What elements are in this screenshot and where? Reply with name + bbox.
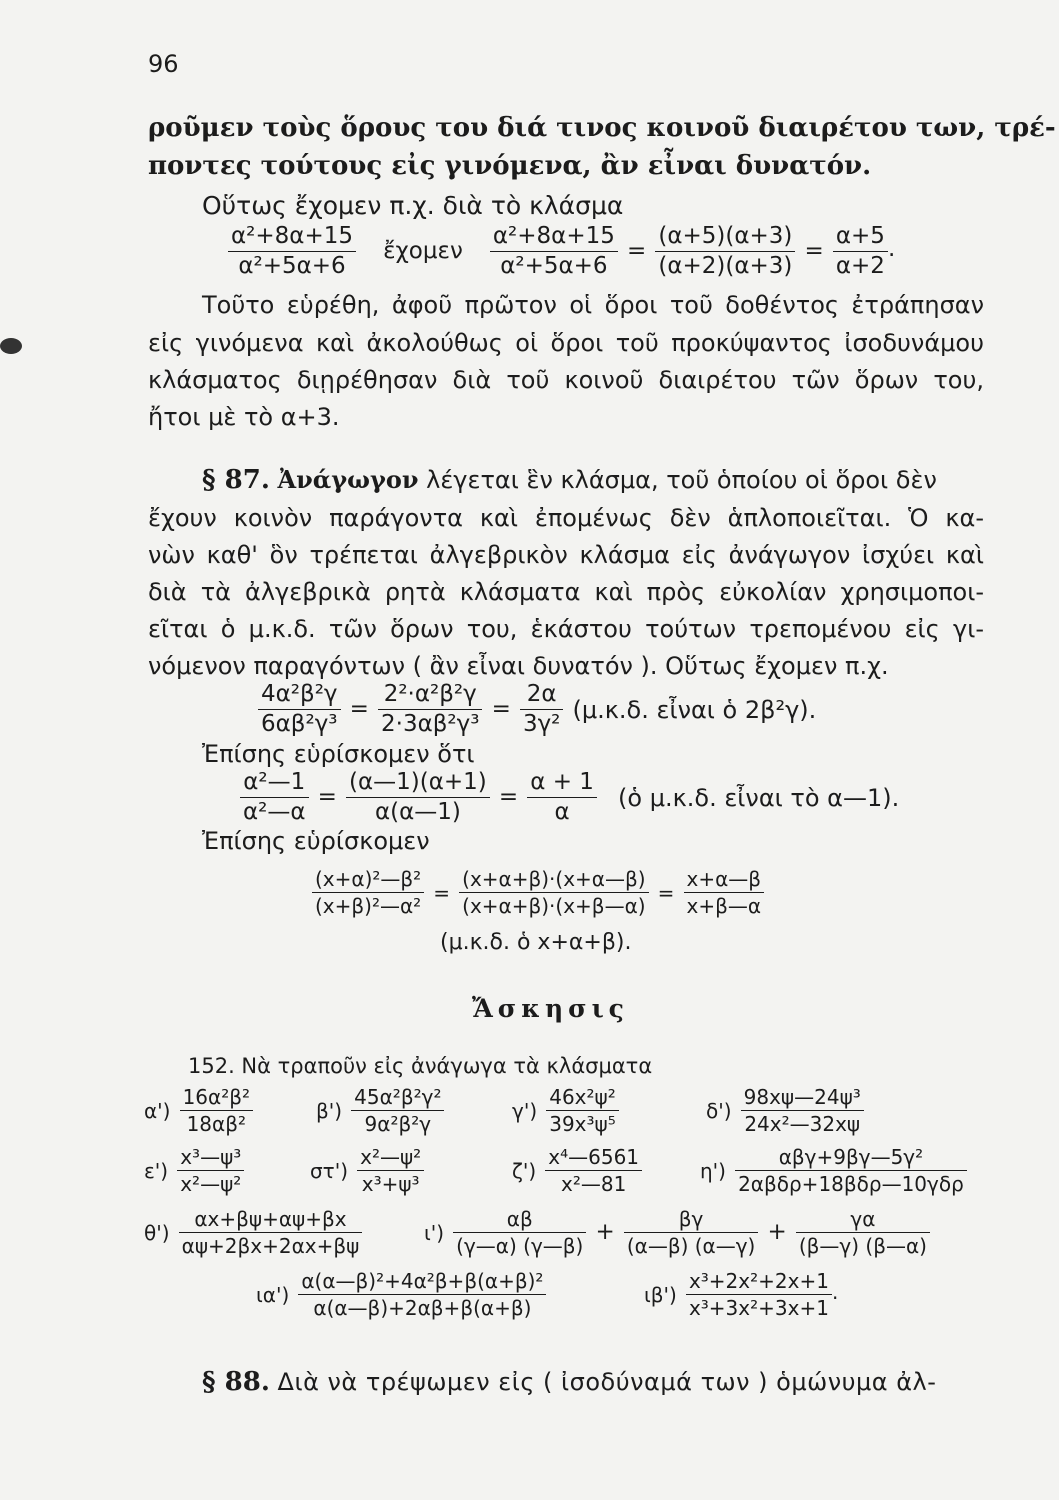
exercise-ia: ια') $\frac{\text{α(α—β)²+4α²β+β(α+β)²}}{\alpha(\alpha—\beta)+2\alpha\beta+\beta(\alpha+\beta)}$ — [252, 1268, 546, 1321]
paragraph-line: Τοῦτο εὑρέθη, ἀφοῦ πρῶτον οἱ ὅροι τοῦ δοθέντος ἐτράπησαν — [202, 291, 984, 319]
equals-sign: = — [626, 238, 647, 264]
fraction: $\frac{\text{45α²β²γ²}}{\text{9α²β²γ}}$ — [351, 1084, 444, 1137]
exercise-e: ε') $\frac{\text{x³—ψ³}}{\text{x²—ψ²}}$ — [140, 1144, 244, 1197]
exercise-d: δ') $\frac{\text{98xψ—24ψ³}}{\text{24x²—32xψ}}$ — [702, 1084, 864, 1137]
binding-hole-mark — [0, 338, 22, 354]
exercise-a: α') $\frac{\text{16α²β²}}{\text{18αβ²}}$ — [140, 1084, 253, 1137]
equation-1: $\frac{\text{α²+8α+15}}{\text{α²+5α+6}}$ ἔχομεν $\frac{\text{α²+8α+15}}{\text{α²+5α+6}}$ = $\frac{(\alpha+5)(\alpha+3)}{(\alpha+2)(\alpha+3)}$ = $\frac{\alpha+5}{\alpha+2}$ . — [228, 222, 895, 281]
exercise-152-statement: 152. Νὰ τραποῦν εἰς ἀνάγωγα τὰ κλάσματα — [188, 1054, 653, 1078]
section-88-line: § 88. Διὰ νὰ τρέψωμεν εἰς ( ἰσοδύναμά των ) ὁμώνυμα ἀλ- — [202, 1367, 937, 1397]
section-87-first-line: § 87. Ἀνάγωγον λέγεται ἓν κλάσμα, τοῦ ὁποίου οἱ ὅροι δὲν — [202, 465, 937, 495]
fraction: $\frac{\text{16α²β²}}{\text{18αβ²}}$ — [180, 1084, 253, 1137]
fraction: $\frac{\text{αβγ+9βγ—5γ²}}{\text{2αβδρ+18βδρ—10γδρ}}$ — [735, 1144, 967, 1197]
fraction: $\frac{\alpha\beta}{(\gamma—\alpha) (\gamma—\beta)}$ — [453, 1206, 586, 1259]
fraction: $\frac{\gamma\alpha}{(\beta—\gamma) (\beta—\alpha)}$ — [796, 1206, 930, 1259]
exercise-z: ζ') $\frac{\text{x⁴—6561}}{\text{x²—81}}$ — [508, 1144, 642, 1197]
paragraph-line: ἔχουν κοινὸν παράγοντα καὶ ἐπομένως δὲν ἁπλοποιεῖται. Ὁ κα- — [148, 504, 984, 532]
word-echomen: ἔχομεν — [383, 238, 463, 264]
fraction: $\frac{\text{α²—1}}{\text{α²—α}}$ — [240, 768, 309, 827]
also-line: Ἐπίσης εὑρίσκομεν — [202, 827, 430, 855]
exercise-title: Ἄσκησις — [472, 994, 629, 1023]
fraction: $\frac{\text{x⁴—6561}}{\text{x²—81}}$ — [545, 1144, 642, 1197]
fraction: $\frac{\alpha+5}{\alpha+2}$ — [833, 222, 888, 281]
section-87-term: Ἀνάγωγον — [277, 465, 419, 494]
intro-line-2: ποντες τούτους εἰς γινόμενα, ἂν εἶναι δυνατόν. — [148, 151, 872, 181]
exercise-g: γ') $\frac{\text{46x²ψ²}}{\text{39x³ψ⁵}}$ — [508, 1084, 619, 1137]
paragraph-line: ἤτοι μὲ τὸ α+3. — [148, 403, 340, 431]
equation-2: $\frac{\text{4α²β²γ}}{\text{6αβ²γ³}}$ = $\frac{\text{2²·α²β²γ}}{\text{2·3αβ²γ³}}$ = $\frac{2\alpha}{\text{3γ²}}$ (μ.κ.δ. εἶναι ὁ 2β²γ). — [258, 680, 820, 739]
fraction: $\frac{\alpha x+\beta\psi+\alpha\psi+\beta x}{\alpha\psi+2\beta x+2\alpha x+\beta\psi}$ — [179, 1206, 363, 1259]
example-line: Οὕτως ἔχομεν π.χ. διὰ τὸ κλάσμα — [202, 191, 624, 220]
equation-3: $\frac{\text{α²—1}}{\text{α²—α}}$ = $\frac{(\alpha—1)(\alpha+1)}{\alpha(\alpha—1)}$ = $\frac{\alpha + 1}{\alpha}$ (ὁ μ.κ.δ. εἶναι τὸ α—1). — [240, 768, 903, 827]
fraction: $\frac{\text{46x²ψ²}}{\text{39x³ψ⁵}}$ — [546, 1084, 619, 1137]
also-line: Ἐπίσης εὑρίσκομεν ὅτι — [202, 740, 475, 768]
fraction: $\frac{2\alpha}{\text{3γ²}}$ — [520, 680, 563, 739]
fraction: $\frac{(\alpha—1)(\alpha+1)}{\alpha(\alpha—1)}$ — [346, 768, 490, 827]
equation-note: (μ.κ.δ. εἶναι ὁ 2β²γ). — [572, 695, 817, 724]
exercise-b: β') $\frac{\text{45α²β²γ²}}{\text{9α²β²γ}}$ — [312, 1084, 444, 1137]
equation-4: $\frac{\text{(x+α)²—β²}}{\text{(x+β)²—α²}}$ = $\frac{(x+\alpha+\beta)\cdot(x+\alpha—\beta)}{(x+\alpha+\beta)\cdot(x+\beta—\alpha)}$ = $\frac{x+\alpha—\beta}{x+\beta—\alpha}$ — [312, 866, 764, 919]
fraction: $\frac{\text{x²—ψ²}}{\text{x³+ψ³}}$ — [357, 1144, 424, 1197]
fraction: $\frac{x+\alpha—\beta}{x+\beta—\alpha}$ — [684, 866, 765, 919]
equation-note: (ὁ μ.κ.δ. εἶναι τὸ α—1). — [618, 783, 900, 812]
paragraph-line: διὰ τὰ ἀλγεβρικὰ ρητὰ κλάσματα καὶ πρὸς εὐκολίαν χρησιμοποι- — [148, 578, 984, 606]
fraction: $\frac{(\alpha+5)(\alpha+3)}{(\alpha+2)(\alpha+3)}$ — [655, 222, 795, 281]
exercise-ib: ιβ') $\frac{\text{x³+2x²+2x+1}}{\text{x³+3x²+3x+1}}$ . — [644, 1269, 839, 1320]
fraction: $\frac{\text{x³+2x²+2x+1}}{\text{x³+3x²+3x+1}}$ — [686, 1268, 832, 1321]
fraction: $\frac{\text{α²+8α+15}}{\text{α²+5α+6}}$ — [228, 222, 356, 281]
fraction: $\frac{\text{α²+8α+15}}{\text{α²+5α+6}}$ — [490, 222, 618, 281]
fraction: $\frac{\alpha + 1}{\alpha}$ — [527, 768, 597, 827]
equals-sign: = — [804, 238, 824, 264]
exercise-st: στ') $\frac{\text{x²—ψ²}}{\text{x³+ψ³}}$ — [306, 1144, 424, 1197]
fraction: $\frac{\text{x³—ψ³}}{\text{x²—ψ²}}$ — [177, 1144, 244, 1197]
exercise-i: ι') $\frac{\alpha\beta}{(\gamma—\alpha) (\gamma—\beta)}$ + $\frac{\beta\gamma}{(\alpha—\beta) (\alpha—\gamma)}$ + $\frac{\gamma\alpha}{(\beta—\gamma) (\beta—\alpha)}$ — [420, 1206, 930, 1259]
fraction: $\frac{\beta\gamma}{(\alpha—\beta) (\alpha—\gamma)}$ — [624, 1206, 759, 1259]
section-87-label: § 87. — [202, 465, 270, 495]
paragraph-line: κλάσματος διῃρέθησαν διὰ τοῦ κοινοῦ διαιρέτου τῶν ὅρων του, — [148, 366, 984, 394]
section-88-label: § 88. — [202, 1367, 270, 1397]
paragraph-line: νόμενον παραγόντων ( ἂν εἶναι δυνατόν ). Οὕτως ἔχομεν π.χ. — [148, 652, 889, 680]
fraction: $\frac{\text{4α²β²γ}}{\text{6αβ²γ³}}$ — [258, 680, 341, 739]
fraction: $\frac{\text{2²·α²β²γ}}{\text{2·3αβ²γ³}}$ — [378, 680, 482, 739]
fraction: $\frac{\text{(x+α)²—β²}}{\text{(x+β)²—α²}}$ — [312, 866, 424, 919]
exercise-th: θ') $\frac{\alpha x+\beta\psi+\alpha\psi+\beta x}{\alpha\psi+2\beta x+2\alpha x+\beta\psi}$ — [140, 1206, 362, 1259]
intro-line-1: ροῦμεν τοὺς ὅρους του διά τινος κοινοῦ διαιρέτου των, τρέ- — [148, 113, 1056, 143]
paragraph-line: εῖται ὁ μ.κ.δ. τῶν ὅρων του, ἑκάστου τούτων τρεπομένου εἰς γι- — [148, 615, 984, 643]
equation-note: (μ.κ.δ. ὁ x+α+β). — [440, 930, 632, 955]
paragraph-line: εἰς γινόμενα καὶ ἀκολούθως οἱ ὅροι τοῦ προκύψαντος ἰσοδυνάμου — [148, 329, 984, 357]
paragraph-line: νὼν καθ' ὃν τρέπεται ἀλγεβρικὸν κλάσμα εἰς ἀνάγωγον ἰσχύει καὶ — [148, 541, 984, 569]
fraction: $\frac{\text{98xψ—24ψ³}}{\text{24x²—32xψ}}$ — [741, 1084, 864, 1137]
exercise-h: η') $\frac{\text{αβγ+9βγ—5γ²}}{\text{2αβδρ+18βδρ—10γδρ}}$ — [696, 1144, 967, 1197]
page-number: 96 — [148, 50, 179, 78]
fraction: $\frac{\text{α(α—β)²+4α²β+β(α+β)²}}{\alpha(\alpha—\beta)+2\alpha\beta+\beta(\alpha+\beta)}$ — [298, 1268, 546, 1321]
fraction: $\frac{(x+\alpha+\beta)\cdot(x+\alpha—\beta)}{(x+\alpha+\beta)\cdot(x+\beta—\alpha)}$ — [459, 866, 648, 919]
